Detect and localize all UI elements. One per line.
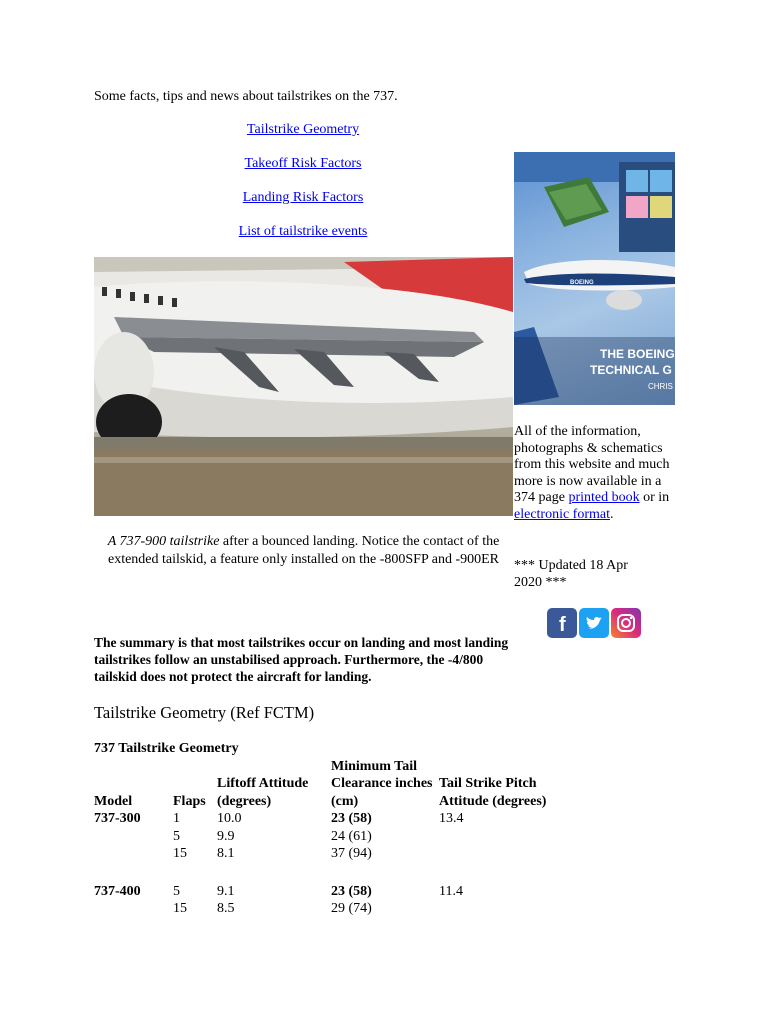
caption-italic: A 737-900 tailstrike — [107, 534, 220, 549]
photo-caption — [94, 533, 513, 569]
header-pitch: Tail Strike Pitch Attitude (degrees) — [439, 776, 547, 809]
twitter-icon[interactable] — [579, 608, 609, 638]
cell-clearance: 24 (61) — [331, 828, 372, 844]
link-landing-risk-factors[interactable]: Landing Risk Factors — [242, 190, 364, 205]
cell-pitch — [437, 845, 561, 863]
header-model: Model — [94, 793, 133, 809]
cell-model — [92, 900, 171, 918]
cell-clearance: 37 (94) — [331, 846, 372, 861]
caption-text: after a bounced landing. Notice the contact of the extended tailskid, a feature only installed on the -800SFP and -900ER — [107, 534, 500, 567]
cell-clearance: 23 (58) — [331, 883, 372, 899]
link-tailstrike-geometry[interactable]: Tailstrike Geometry — [246, 122, 360, 137]
cell-pitch — [437, 828, 561, 846]
cell-model — [92, 845, 171, 863]
ad-author: CHRIS — [648, 382, 673, 391]
sidebar-description — [514, 424, 684, 523]
cell-liftoff: 8.5 — [217, 901, 235, 916]
sidebar-text-2: or in — [639, 490, 670, 505]
ad-title-1: THE BOEING — [600, 347, 675, 361]
cell-flaps: 5 — [173, 883, 180, 899]
table-spacer-row — [92, 863, 561, 883]
cell-liftoff: 9.1 — [217, 883, 235, 899]
cell-model: 737-400 — [94, 883, 141, 899]
cell-liftoff: 8.1 — [217, 846, 235, 861]
cell-model: 737-300 — [94, 811, 141, 826]
cell-flaps: 15 — [173, 846, 187, 861]
cell-pitch: 13.4 — [439, 811, 464, 826]
section-heading: Tailstrike Geometry (Ref FCTM) — [94, 703, 315, 722]
sidebar-text-3: . — [610, 506, 614, 522]
header-clearance: Minimum Tail Clearance inches (cm) — [331, 758, 433, 809]
header-flaps: Flaps — [173, 793, 206, 809]
link-tailstrike-events[interactable]: List of tailstrike events — [238, 224, 368, 239]
cell-clearance: 29 (74) — [331, 901, 372, 916]
sidebar-text-1: All of the information, photographs & schematics from this website and much more is now available in a 374 page — [514, 424, 670, 505]
table-row — [92, 883, 561, 901]
table-row — [92, 810, 561, 828]
cell-spacer — [92, 863, 171, 883]
table-row — [92, 828, 561, 846]
instagram-icon[interactable] — [611, 608, 641, 638]
table-row — [92, 900, 561, 918]
cell-model — [92, 828, 171, 846]
facebook-glyph: f — [559, 614, 566, 636]
intro-text: Some facts, tips and news about tailstrikes on the 737. — [94, 89, 398, 104]
cell-clearance: 23 (58) — [331, 811, 372, 826]
cell-flaps: 5 — [173, 828, 180, 844]
cell-pitch: 11.4 — [439, 883, 463, 899]
electronic-format-link[interactable]: electronic format — [514, 506, 611, 522]
ad-title-2: TECHNICAL G — [590, 363, 672, 377]
cell-flaps: 15 — [173, 901, 187, 916]
cell-pitch — [437, 900, 561, 918]
header-liftoff: Liftoff Attitude (degrees) — [217, 776, 309, 809]
updated-note: *** Updated 18 Apr 2020 *** — [514, 558, 628, 590]
book-advert[interactable] — [514, 152, 675, 405]
printed-book-link[interactable]: printed book — [568, 490, 640, 505]
tailstrike-geometry-table — [92, 740, 561, 918]
table-caption: 737 Tailstrike Geometry — [94, 741, 239, 756]
cell-liftoff: 10.0 — [217, 811, 242, 826]
cell-flaps: 1 — [173, 811, 180, 826]
summary-text: The summary is that most tailstrikes occur on landing and most landing tailstrikes follow an unstabilised approach. Furthermore, the -4/800 tailskid does not protect the aircraft for landing. — [94, 635, 509, 684]
table-row — [92, 845, 561, 863]
cell-liftoff: 9.9 — [217, 828, 235, 844]
ad-brand: BOEING — [570, 280, 594, 286]
tailstrike-photo — [94, 257, 513, 516]
link-takeoff-risk-factors[interactable]: Takeoff Risk Factors — [244, 156, 362, 171]
